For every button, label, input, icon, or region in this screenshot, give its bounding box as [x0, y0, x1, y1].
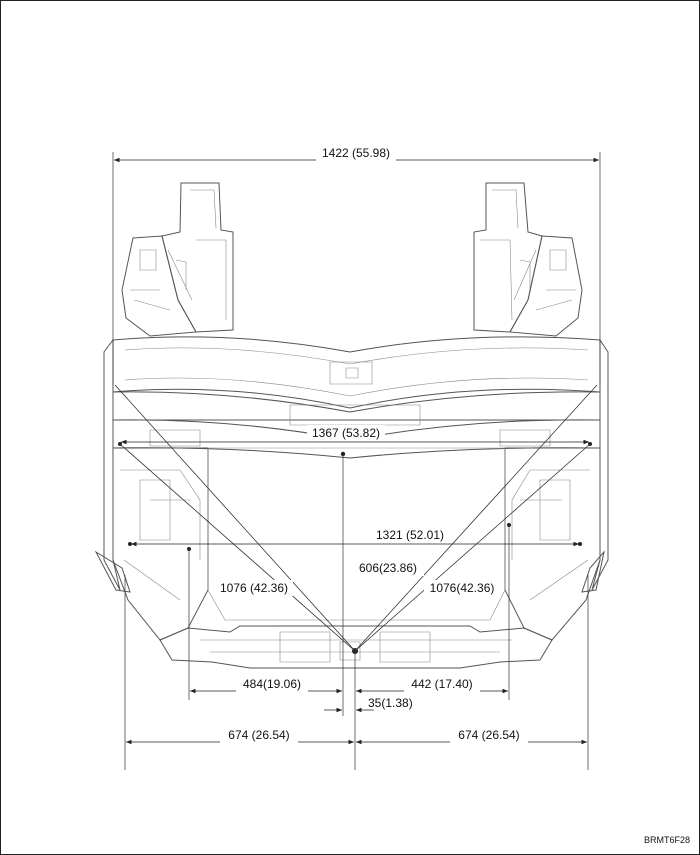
label-overall-width: 1422 (55.98): [321, 146, 391, 160]
label-left-half: 674 (26.54): [228, 728, 290, 742]
left-fender-apron: [122, 236, 196, 336]
label-right-half: 674 (26.54): [458, 728, 520, 742]
label-left-offset: 484(19.06): [242, 677, 302, 691]
label-right-offset: 442 (17.40): [411, 677, 473, 691]
figure-code: BRMT6F28: [643, 835, 690, 845]
lower-cross-member: [160, 626, 552, 668]
label-center-height: 606(23.86): [358, 561, 418, 575]
dimension-labels: [215, 145, 690, 845]
label-center-offset: 35(1.38): [368, 696, 413, 710]
label-right-diagonal: 1076(42.36): [429, 581, 495, 595]
label-mid-width: 1321 (52.01): [375, 528, 445, 542]
label-upper-rail-width: 1367 (53.82): [311, 426, 381, 440]
label-left-diagonal: 1076 (42.36): [219, 581, 289, 595]
right-strut-tower: [474, 183, 542, 332]
dimension-lines: [113, 152, 600, 770]
cowl-cross-member: [113, 337, 600, 408]
left-strut-tower: [162, 183, 233, 332]
left-outer-panel: [104, 340, 120, 590]
right-fender-apron: [510, 236, 582, 336]
